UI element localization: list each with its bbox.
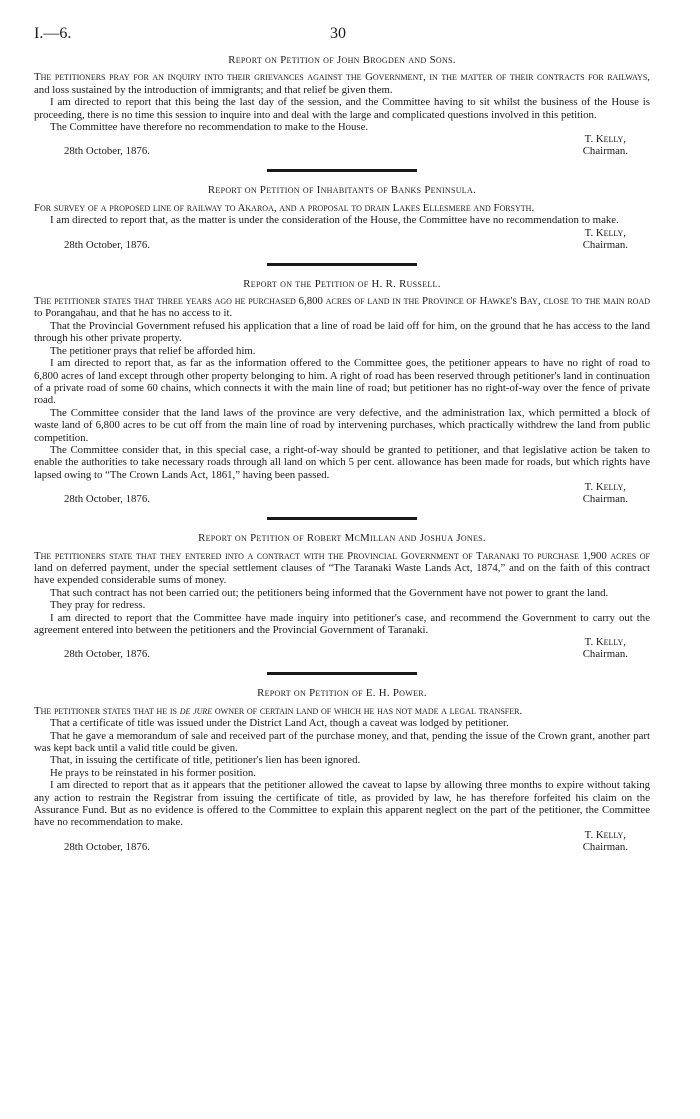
signatory-name: T. Kelly, bbox=[584, 133, 626, 146]
page-reference: I.—6. bbox=[34, 25, 72, 42]
report-paragraph: The petitioner prays that relief be afforded him. bbox=[50, 344, 256, 357]
report-paragraph: I am directed to report that, as far as the information offered to the Committee goes, the petitioner appears to have no right of road to 6,800 acres of land except through other property belonging to him. A right of road has been reserved through petitioner's land in continuation of a private road of some 60 chains, which connects it with the main line of road; but petitioner has no right-of-way over the fence of private road. bbox=[34, 357, 650, 407]
report-title: Report on Petition of E. H. Power. bbox=[257, 687, 427, 700]
report-paragraph: That the Provincial Government refused his application that a line of road be laid off for him, on the ground that he has access to the land through his other private property. bbox=[34, 319, 650, 345]
section-divider bbox=[267, 169, 417, 172]
report-paragraph: I am directed to report that as it appears that the petitioner allowed the caveat to lapse by allowing three months to expire without taking any action to restrain the Registrar from issuing the certificate of title, as provided by law, he has therefore forfeited his claim on the Assurance Fund. But as no evidence is offered to the Committee to explain this apparent neglect on the part of the petitioner, the Committee have no recommendation to make. bbox=[34, 779, 650, 829]
signatory-name: T. Kelly, bbox=[584, 226, 626, 239]
signature-block bbox=[34, 829, 650, 855]
report-mcmillan-jones bbox=[34, 532, 650, 662]
report-banks-peninsula bbox=[34, 184, 650, 252]
signature-block bbox=[34, 227, 650, 253]
report-date: 28th October, 1876. bbox=[64, 238, 150, 251]
section-divider bbox=[267, 263, 417, 266]
signatory-role: Chairman. bbox=[582, 238, 628, 251]
page-number: 30 bbox=[330, 25, 346, 42]
report-title: Report on Petition of John Brogden and Sons. bbox=[228, 54, 456, 66]
report-power bbox=[34, 687, 650, 854]
report-paragraph: The Committee consider that the land laws of the province are very defective, and the administration lax, which permitted a block of waste land of 6,800 acres to be cut off from the main line of road by intervening purchases, which practically withdrew the land from public competition. bbox=[34, 406, 650, 444]
report-date: 28th October, 1876. bbox=[64, 493, 150, 506]
report-paragraph: The petitioner states that he is de jure owner of certain land of which he has not made a legal transfer. bbox=[34, 704, 523, 717]
section-divider bbox=[267, 672, 417, 675]
report-date: 28th October, 1876. bbox=[64, 145, 150, 158]
signatory-role: Chairman. bbox=[582, 840, 628, 853]
signatory-name: T. Kelly, bbox=[584, 481, 626, 494]
signatory-name: T. Kelly, bbox=[584, 636, 626, 649]
report-title: Report on the Petition of H. R. Russell. bbox=[243, 277, 441, 290]
signatory-name: T. Kelly, bbox=[584, 828, 626, 841]
page-header bbox=[34, 25, 650, 48]
report-russell bbox=[34, 278, 650, 508]
report-paragraph: They pray for redress. bbox=[50, 599, 146, 612]
signature-block bbox=[34, 133, 650, 159]
report-brogden bbox=[34, 54, 650, 159]
report-paragraph: I am directed to report that this being the last day of the session, and the Committee having to sit whilst the business of the House is proceeding, there is no time this session to inquire into and deal with the large and complicated questions involved in this petition. bbox=[34, 96, 650, 121]
report-paragraph: The petitioners pray for an inquiry into their grievances against the Government, in the matter of their contracts for railways, and loss sustained by the introduction of immigrants; and that relief be given them. bbox=[34, 71, 650, 96]
report-paragraph: I am directed to report that the Committee have made inquiry into petitioner's case, and recommend the Government to carry out the agreement entered into between the petitioners and the Provincial Government of Taranaki. bbox=[34, 611, 650, 636]
report-title: Report on Petition of Inhabitants of Banks Peninsula. bbox=[207, 184, 477, 197]
report-paragraph: I am directed to report that, as the matter is under the consideration of the House, the Committee have no recommendation to make. bbox=[50, 214, 619, 227]
report-paragraph: The petitioners state that they entered into a contract with the Provincial Government of Taranaki to purchase 1,900 acres of land on deferred payment, under the special settlement clauses of “The Taranaki Waste Lands Act, 1874,” and on the faith of this contract have expended considerable sums of money. bbox=[34, 549, 650, 587]
report-paragraph: The Committee consider that, in this special case, a right-of-way should be granted to petitioner, and that legislative action be taken to enable the authorities to take necessary roads through all land on which 5 per cent. allowance has been made for roads, but which rights have lapsed owing to “The Crown Lands Act, 1861,” having been passed. bbox=[34, 443, 650, 481]
italic-phrase: de jure bbox=[179, 704, 213, 717]
report-date: 28th October, 1876. bbox=[64, 648, 150, 661]
signature-block bbox=[34, 636, 650, 662]
report-title: Report on Petition of Robert McMillan and Joshua Jones. bbox=[198, 532, 486, 545]
report-paragraph: That, in issuing the certificate of title, petitioner's lien has been ignored. bbox=[50, 754, 361, 767]
signatory-role: Chairman. bbox=[582, 648, 628, 661]
report-paragraph: The Committee have therefore no recommendation to make to the House. bbox=[50, 121, 369, 134]
section-divider bbox=[267, 517, 417, 520]
signature-block bbox=[34, 481, 650, 507]
report-paragraph: The petitioner states that three years ago he purchased 6,800 acres of land in the Province of Hawke's Bay, close to the main road to Porangahau, and that he has no access to it. bbox=[34, 295, 650, 320]
report-paragraph: That a certificate of title was issued under the District Land Act, though a caveat was lodged by petitioner. bbox=[50, 717, 509, 730]
report-paragraph: That he gave a memorandum of sale and received part of the purchase money, and that, pending the issue of the Crown grant, another part was kept back until a valid title could be given. bbox=[34, 729, 650, 755]
report-date: 28th October, 1876. bbox=[64, 840, 150, 853]
report-paragraph: He prays to be reinstated in his former position. bbox=[50, 766, 256, 779]
signatory-role: Chairman. bbox=[582, 493, 628, 506]
report-paragraph: For survey of a proposed line of railway to Akaroa, and a proposal to drain Lakes Ellesmere and Forsyth. bbox=[34, 201, 535, 214]
report-paragraph: That such contract has not been carried out; the petitioners being informed that the Government have not power to grant the land. bbox=[50, 586, 609, 599]
signatory-role: Chairman. bbox=[582, 145, 628, 158]
